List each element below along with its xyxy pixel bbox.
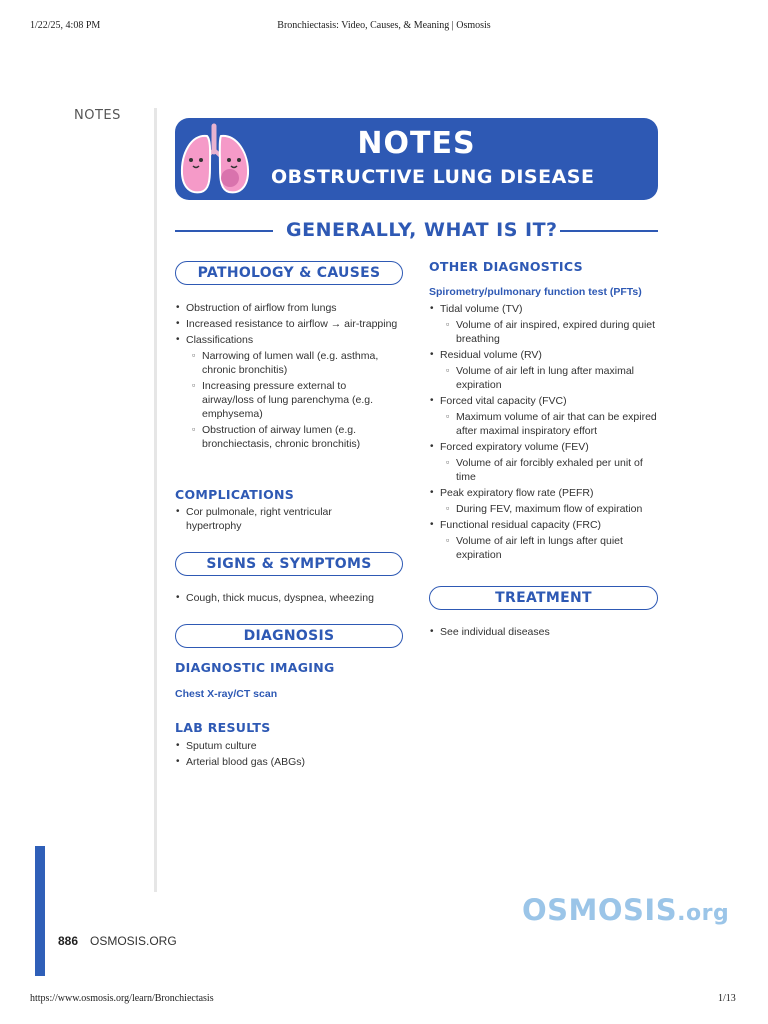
banner-title: NOTES: [357, 126, 476, 161]
other-diagnostics-heading: OTHER DIAGNOSTICS: [429, 259, 583, 274]
osmosis-logo: [522, 893, 729, 927]
complications-heading: COMPLICATIONS: [175, 487, 295, 502]
list-item: • Cor pulmonale, right ventricular hypertrophy: [176, 505, 376, 533]
list-item: • Obstruction of airflow from lungs: [176, 301, 398, 315]
page-number: 886: [58, 934, 79, 948]
sidebar-notes-label: NOTES: [74, 108, 121, 123]
complications-list: [176, 505, 376, 535]
list-item: • Forced vital capacity (FVC) ▫ Maximum volume of air that can be expired after maximal inspiratory effort: [430, 394, 660, 438]
print-url: https://www.osmosis.org/learn/Bronchiectasis: [30, 993, 214, 1004]
diagnostic-imaging-heading: DIAGNOSTIC IMAGING: [175, 660, 335, 675]
page-accent-strip: [35, 846, 45, 976]
list-item: • Forced expiratory volume (FEV) ▫ Volume of air forcibly exhaled per unit of time: [430, 440, 660, 484]
list-item: • Sputum culture: [176, 739, 398, 753]
list-item: • Tidal volume (TV) ▫ Volume of air inspired, expired during quiet breathing: [430, 302, 660, 346]
banner-subtitle: OBSTRUCTIVE LUNG DISEASE: [271, 166, 595, 188]
list-item: • Functional residual capacity (FRC) ▫ Volume of air left in lungs after quiet expiration: [430, 518, 660, 562]
treatment-heading: TREATMENT: [429, 586, 658, 610]
print-page-title: Bronchiectasis: Video, Causes, & Meaning | Osmosis: [277, 20, 491, 31]
logo-main: OSMOSIS: [522, 893, 678, 927]
list-subitem: ▫ Volume of air forcibly exhaled per unit of time: [440, 456, 660, 484]
spirometry-heading: Spirometry/pulmonary function test (PFTs): [429, 286, 642, 298]
lab-results-list: [176, 739, 398, 771]
treatment-list: [430, 625, 658, 641]
list-item: • Classifications ▫ Narrowing of lumen wall (e.g. asthma, chronic bronchitis) ▫ Increasing pressure external to airway/loss of lung parenchyma (e.g. emphysema) ▫ Obstruction of airway lumen (e.g. bronchiectasis, chronic bronchitis): [176, 333, 398, 451]
list-subitem: ▫ Increasing pressure external to airway/loss of lung parenchyma (e.g. emphysema): [186, 379, 398, 421]
pft-list: [430, 302, 660, 564]
footer-site: OSMOSIS.ORG: [90, 934, 177, 948]
list-subitem: ▫ Narrowing of lumen wall (e.g. asthma, chronic bronchitis): [186, 349, 398, 377]
list-item: • Arterial blood gas (ABGs): [176, 755, 398, 769]
section-title-line-right: [560, 230, 658, 232]
list-item: • Cough, thick mucus, dyspnea, wheezing: [176, 591, 404, 605]
list-item: • Residual volume (RV) ▫ Volume of air left in lung after maximal expiration: [430, 348, 660, 392]
lab-results-heading: LAB RESULTS: [175, 720, 271, 735]
list-subitem: ▫ Obstruction of airway lumen (e.g. bronchiectasis, chronic bronchitis): [186, 423, 398, 451]
diagnostic-imaging-item: Chest X-ray/CT scan: [175, 688, 278, 700]
list-subitem: ▫ During FEV, maximum flow of expiration: [440, 502, 660, 516]
section-title: GENERALLY, WHAT IS IT?: [286, 219, 558, 241]
pathology-list: [176, 301, 398, 453]
list-subitem: ▫ Volume of air left in lungs after quiet expiration: [440, 534, 660, 562]
list-subitem: ▫ Maximum volume of air that can be expired after maximal inspiratory effort: [440, 410, 660, 438]
signs-symptoms-heading: SIGNS & SYMPTOMS: [175, 552, 403, 576]
print-page-count: 1/13: [718, 993, 736, 1004]
list-subitem: ▫ Volume of air left in lung after maximal expiration: [440, 364, 660, 392]
list-subitem: ▫ Volume of air inspired, expired during quiet breathing: [440, 318, 660, 346]
list-item: • Increased resistance to airflow → air-trapping: [176, 317, 398, 331]
sidebar-divider: [154, 108, 157, 892]
logo-suffix: .org: [677, 901, 730, 926]
diagnosis-heading: DIAGNOSIS: [175, 624, 403, 648]
pathology-heading: PATHOLOGY & CAUSES: [175, 261, 403, 285]
print-datetime: 1/22/25, 4:08 PM: [30, 20, 101, 31]
list-item: • See individual diseases: [430, 625, 658, 639]
section-title-line-left: [175, 230, 273, 232]
list-item: • Peak expiratory flow rate (PEFR) ▫ During FEV, maximum flow of expiration: [430, 486, 660, 516]
notes-banner: [175, 118, 658, 200]
signs-list: [176, 591, 404, 607]
